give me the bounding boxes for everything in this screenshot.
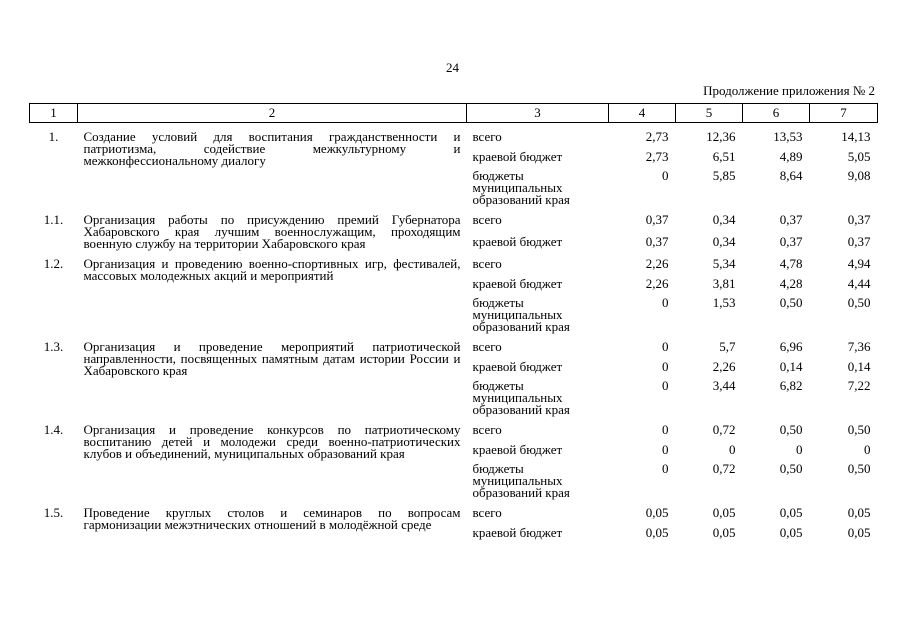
column-header: 4	[609, 104, 676, 123]
column-header: 2	[78, 104, 467, 123]
item-number: 1.	[48, 129, 59, 144]
funding-value: 0	[662, 295, 669, 310]
funding-source: краевой бюджет	[472, 276, 563, 291]
funding-source: краевой бюджет	[472, 359, 563, 374]
funding-value: 2,26	[712, 359, 736, 374]
funding-source: краевой бюджет	[472, 234, 563, 249]
funding-value: 4,28	[779, 276, 803, 291]
funding-source: краевой бюджет	[472, 442, 563, 457]
item-number: 1.5.	[43, 505, 64, 520]
funding-value: 9,08	[847, 168, 871, 183]
funding-value: 3,81	[712, 276, 736, 291]
funding-value: 0	[662, 461, 669, 476]
funding-source: всего	[472, 256, 502, 271]
item-name: Создание условий для воспитания гражданственности и патриотизма, содействие межкультурному и межконфессиональному диалогу	[83, 129, 461, 168]
funding-source: краевой бюджет	[472, 149, 563, 164]
table-row	[30, 333, 878, 353]
funding-value: 4,94	[847, 256, 871, 271]
funding-value: 3,44	[712, 378, 736, 393]
item-name: Организация и проведение конкурсов по патриотическому воспитанию детей и молодежи среди военно-патриотических клубов и объединений, муниципальных образований края	[83, 422, 461, 461]
funding-value: 4,78	[779, 256, 803, 271]
funding-source: бюджеты муниципальных образований края	[472, 378, 570, 417]
funding-value: 2,73	[645, 149, 669, 164]
column-header: 5	[676, 104, 743, 123]
header-row	[30, 104, 878, 123]
item-name: Проведение круглых столов и семинаров по вопросам гармонизации межэтнических отношений в молодёжной среде	[83, 505, 461, 532]
column-header: 7	[810, 104, 878, 123]
column-header: 1	[30, 104, 78, 123]
funding-value: 0	[662, 359, 669, 374]
table-header	[30, 104, 878, 123]
page-number: 24	[446, 60, 459, 75]
funding-source: всего	[472, 422, 502, 437]
funding-value: 2,26	[645, 256, 669, 271]
funding-value: 0	[796, 442, 803, 457]
funding-value: 1,53	[712, 295, 736, 310]
table-row	[30, 499, 878, 519]
funding-value: 6,96	[779, 339, 803, 354]
funding-value: 6,51	[712, 149, 736, 164]
funding-value: 0,05	[779, 505, 803, 520]
funding-value: 0,05	[712, 525, 736, 540]
funding-value: 0,72	[712, 461, 736, 476]
funding-value: 0,50	[847, 461, 871, 476]
funding-value: 0,05	[712, 505, 736, 520]
funding-value: 0,37	[779, 234, 803, 249]
funding-source: всего	[472, 129, 502, 144]
table-body	[30, 123, 878, 540]
funding-value: 4,44	[847, 276, 871, 291]
column-header: 6	[743, 104, 810, 123]
funding-value: 0,50	[779, 461, 803, 476]
funding-value: 0	[864, 442, 871, 457]
funding-source: бюджеты муниципальных образований края	[472, 461, 570, 500]
funding-table	[29, 103, 878, 539]
item-number: 1.3.	[43, 339, 64, 354]
funding-value: 7,22	[847, 378, 871, 393]
funding-source: краевой бюджет	[472, 525, 563, 540]
funding-value: 0	[662, 442, 669, 457]
funding-source: всего	[472, 339, 502, 354]
funding-value: 0,05	[779, 525, 803, 540]
funding-value: 0,37	[847, 234, 871, 249]
funding-value: 4,89	[779, 149, 803, 164]
item-name: Организация и проведению военно-спортивных игр, фестивалей, массовых молодежных акций и мероприятий	[83, 256, 461, 283]
funding-value: 0,37	[645, 212, 669, 227]
funding-source: всего	[472, 212, 502, 227]
funding-source: бюджеты муниципальных образований края	[472, 295, 570, 334]
funding-value: 0	[662, 168, 669, 183]
funding-source: всего	[472, 505, 502, 520]
funding-value: 7,36	[847, 339, 871, 354]
funding-value: 13,53	[773, 129, 803, 144]
funding-value: 0,34	[712, 234, 736, 249]
funding-value: 0,50	[847, 295, 871, 310]
table-row	[30, 416, 878, 436]
funding-value: 0,05	[847, 525, 871, 540]
item-number: 1.2.	[43, 256, 64, 271]
appendix-continuation-label: Продолжение приложения № 2	[703, 83, 875, 98]
table-row	[30, 206, 878, 228]
funding-value: 0,05	[645, 505, 669, 520]
funding-value: 0,14	[847, 359, 871, 374]
funding-value: 0,37	[847, 212, 871, 227]
funding-value: 0,37	[645, 234, 669, 249]
funding-value: 0,34	[712, 212, 736, 227]
funding-value: 0,72	[712, 422, 736, 437]
table-row	[30, 123, 878, 144]
funding-value: 2,73	[645, 129, 669, 144]
item-name: Организация работы по присуждению премий Губернатора Хабаровского края лучшим военнослужащим, проходящим военную службу на территории Хабаровского края	[83, 212, 461, 251]
funding-value: 0	[662, 339, 669, 354]
funding-value: 6,82	[779, 378, 803, 393]
funding-value: 0,50	[779, 295, 803, 310]
funding-value: 2,26	[645, 276, 669, 291]
table-row	[30, 250, 878, 270]
item-number: 1.4.	[43, 422, 64, 437]
funding-value: 0,14	[779, 359, 803, 374]
item-name: Организация и проведение мероприятий патриотической направленности, посвященных памятным датам истории России и Хабаровского края	[83, 339, 461, 378]
funding-value: 5,34	[712, 256, 736, 271]
funding-value: 0,37	[779, 212, 803, 227]
funding-source: бюджеты муниципальных образований края	[472, 168, 570, 207]
funding-value: 8,64	[779, 168, 803, 183]
funding-value: 0	[662, 422, 669, 437]
funding-value: 5,7	[719, 339, 736, 354]
funding-value: 0,50	[779, 422, 803, 437]
funding-value: 5,85	[712, 168, 736, 183]
funding-value: 5,05	[847, 149, 871, 164]
funding-value: 0,05	[847, 505, 871, 520]
funding-value: 0,50	[847, 422, 871, 437]
funding-value: 0	[729, 442, 736, 457]
funding-value: 0,05	[645, 525, 669, 540]
funding-value: 12,36	[706, 129, 736, 144]
column-header: 3	[467, 104, 609, 123]
funding-value: 14,13	[841, 129, 871, 144]
item-number: 1.1.	[43, 212, 64, 227]
funding-value: 0	[662, 378, 669, 393]
